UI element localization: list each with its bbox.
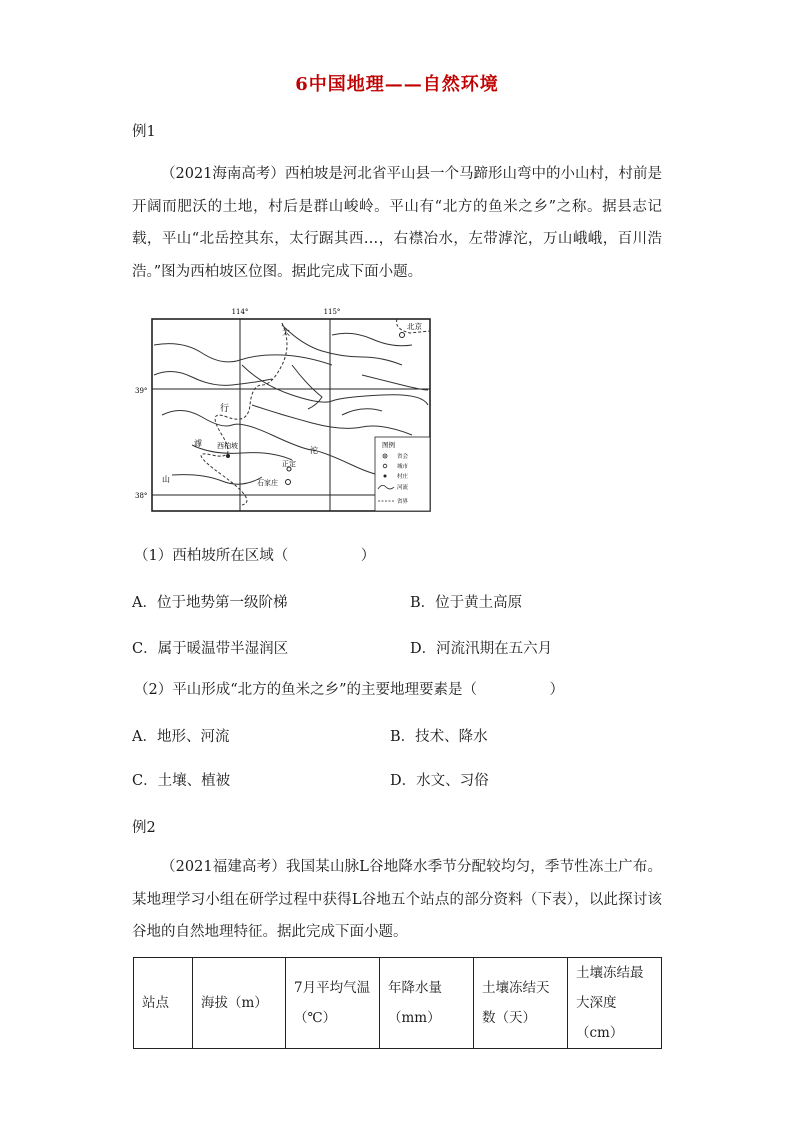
map-label-beijing: 北京 [407,322,422,331]
map-label-hu: 滹 [194,439,202,448]
lon-tick-115: 115° [323,308,341,316]
example1-label: 例1 [132,124,156,140]
q2-option-b: B．技术、降水 [390,729,488,745]
table-header-cell: 土壤冻结天数（天） [474,958,568,1049]
table-header-cell: 土壤冻结最大深度（cm） [568,958,662,1049]
example1-paragraph: （2021海南高考）西柏坡是河北省平山县一个马蹄形山弯中的小山村，村前是开阔而肥沃的土地，村后是群山峻岭。平山有“北方的鱼米之乡”之称。据县志记载，平山“北岳控其东，太行踞其西…，右襟冶水，左带滹沱，万山峨峨，百川浩浩。”图为西柏坡区位图。据此完成下面小题。 [132,166,662,280]
q1-option-b: B．位于黄土高原 [410,595,523,611]
map-label-zhengding: 正定 [282,460,296,468]
map-label-xibaipo: 西柏坡 [217,442,238,450]
map-label-hang: 行 [220,404,230,414]
q1-stem: （1）西柏坡所在区域（ ） [134,548,376,564]
map-label-tuo: 沱 [310,446,318,455]
table-header-cell: 海拔（m） [193,958,286,1049]
example2-label: 例2 [132,820,156,836]
q1-option-a: A．位于地势第一级阶梯 [132,595,288,611]
station-data-table [133,957,662,1049]
legend-item-river: 河流 [397,485,409,491]
legend-item-capital: 省会 [397,454,409,460]
q1-option-d: D．河流汛期在五六月 [410,641,553,657]
map-label-shan: 山 [162,475,170,484]
q2-option-d: D．水文、习俗 [390,773,489,789]
lat-tick-38: 38° [135,492,148,500]
xibaipo-location-map [132,305,437,515]
page-title: 6中国地理——自然环境 [295,74,499,95]
q2-stem: （2）平山形成“北方的鱼米之乡”的主要地理要素是（ ） [134,682,565,698]
map-label-tai: 太 [282,328,290,337]
lon-tick-114: 114° [231,308,249,316]
table-header-cell: 站点 [134,958,193,1049]
legend-title: 图例 [382,441,395,449]
table-header-cell: 年降水量（mm） [380,958,474,1049]
map-label-shijiazhuang: 石家庄 [257,479,278,487]
legend-item-village: 村庄 [397,474,409,480]
map-legend [375,437,430,511]
example2-paragraph: （2021福建高考）我国某山脉L谷地降水季节分配较均匀，季节性冻土广布。某地理学习小组在研学过程中获得L谷地五个站点的部分资料（下表），以此探讨该谷地的自然地理特征。据此完成下面小题。 [132,859,662,940]
q1-option-c: C．属于暖温带半湿润区 [132,641,289,657]
table-header-row [134,958,662,1049]
lat-tick-39: 39° [135,387,148,395]
legend-item-city: 城市 [397,464,409,470]
q2-option-c: C．土壤、植被 [132,773,231,789]
table-header-cell: 7月平均气温（℃） [286,958,380,1049]
legend-item-boundary: 省界 [397,499,409,505]
q2-option-a: A．地形、河流 [132,729,230,745]
